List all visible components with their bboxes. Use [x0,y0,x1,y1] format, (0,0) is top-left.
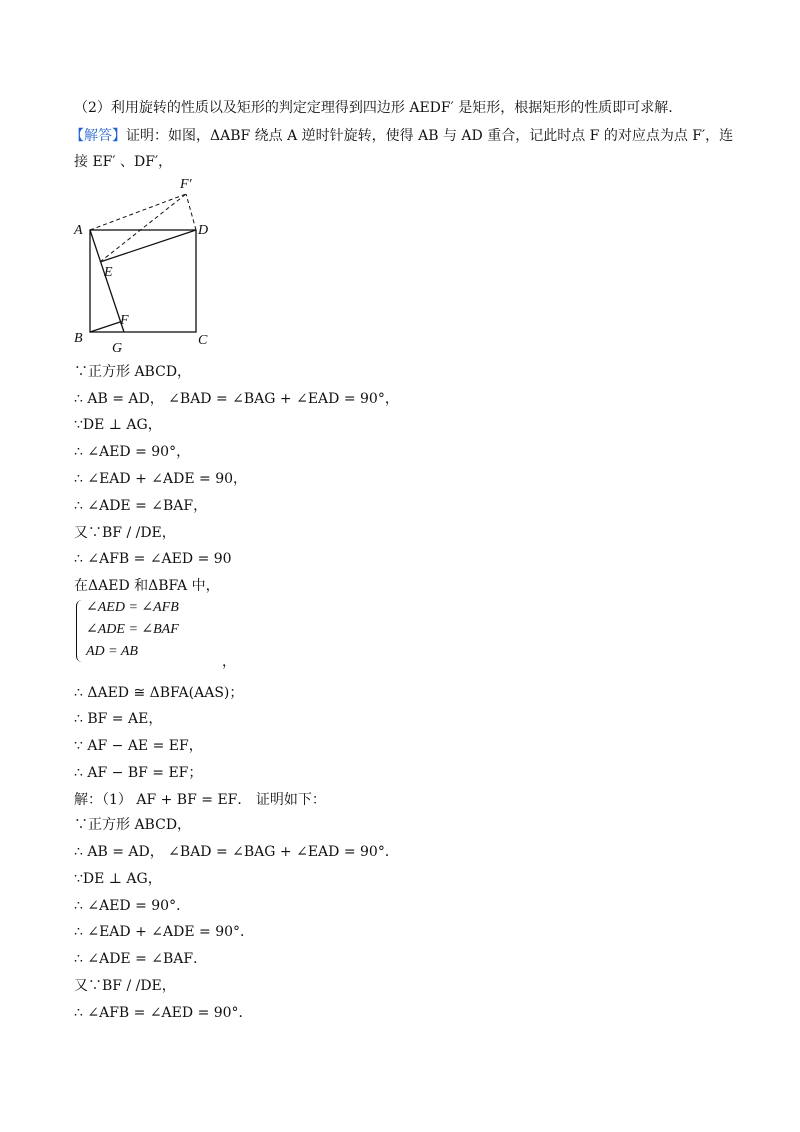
proof2-line-9: ∴ ∠AED = 90°． [74,898,191,914]
geometry-figure [60,172,240,362]
proof2-line-8: ∵DE ⊥ AG， [74,871,162,887]
proof1-line-6: ∴ ∠ADE = ∠BAF， [74,498,208,514]
proof1-line-2: ∴ AB = AD， ∠BAD = ∠BAG + ∠EAD = 90°， [74,391,399,407]
proof1-line-5: ∴ ∠EAD + ∠ADE = 90， [74,471,248,487]
answer-text-1: 证明：如图，ΔABF 绕点 A 逆时针旋转，使得 AB 与 AD 重合，记此时点 F 的对应点为点 F′，连 [126,128,734,144]
proof1-line-3: ∵DE ⊥ AG， [74,417,162,433]
proof2-line-1: ∴ ΔAED ≅ ΔBFA(AAS)； [74,685,244,701]
dashed-ef-prime [100,194,186,262]
proof1-line-4: ∴ ∠AED = 90°， [74,444,191,460]
proof2-line-3: ∵ AF − AE = EF， [74,738,203,754]
proof2-line-7: ∴ AB = AD， ∠BAD = ∠BAG + ∠EAD = 90°． [74,844,399,860]
proof1-line-7: 又∵BF / /DE， [74,525,176,541]
label-g: G [112,341,123,356]
proof1-line-9: 在ΔAED 和ΔBFA 中， [74,578,220,594]
proof2-line-6: ∵正方形 ABCD， [74,817,192,833]
proof1-line-1: ∵正方形 ABCD， [74,364,192,380]
label-d: D [198,223,209,238]
label-c: C [198,333,208,348]
square-abcd [90,230,196,332]
system-line-1: ∠AED = ∠AFB [86,600,179,615]
system-line-2: ∠ADE = ∠BAF [86,622,179,637]
answer-line-2: 接 EF′ 、DF′， [74,154,173,170]
proof2-line-11: ∴ ∠ADE = ∠BAF． [74,951,208,967]
label-f-prime: F′ [180,177,192,192]
system-tail: ， [222,654,236,670]
congruence-system [74,598,254,668]
dashed-af-prime [90,194,186,230]
part2-hint: （2）利用旋转的性质以及矩形的判定定理得到四边形 AEDF′ 是矩形，根据矩形的性质即可求解. [74,100,673,116]
segment-de [100,230,196,262]
proof2-line-12: 又∵BF / /DE， [74,978,176,994]
segment-bf [90,322,120,332]
label-a: A [74,223,83,238]
segment-ag [90,230,124,332]
system-line-3: AD = AB [86,644,138,659]
label-f: F [120,313,129,328]
proof2-line-13: ∴ ∠AFB = ∠AED = 90°． [74,1005,253,1021]
proof2-line-4: ∴ AF − BF = EF； [74,765,203,781]
proof1-line-8: ∴ ∠AFB = ∠AED = 90 [74,551,232,567]
left-brace [76,600,85,662]
answer-tag: 【解答】 [70,128,126,144]
proof2-line-10: ∴ ∠EAD + ∠ADE = 90°． [74,924,255,940]
label-e: E [104,265,113,280]
label-b: B [74,331,83,346]
answer-line-1 [70,126,733,146]
proof2-line-5: 解：（1） AF + BF = EF． 证明如下： [74,792,326,808]
dashed-df-prime [186,194,196,230]
proof2-line-2: ∴ BF = AE， [74,711,163,727]
